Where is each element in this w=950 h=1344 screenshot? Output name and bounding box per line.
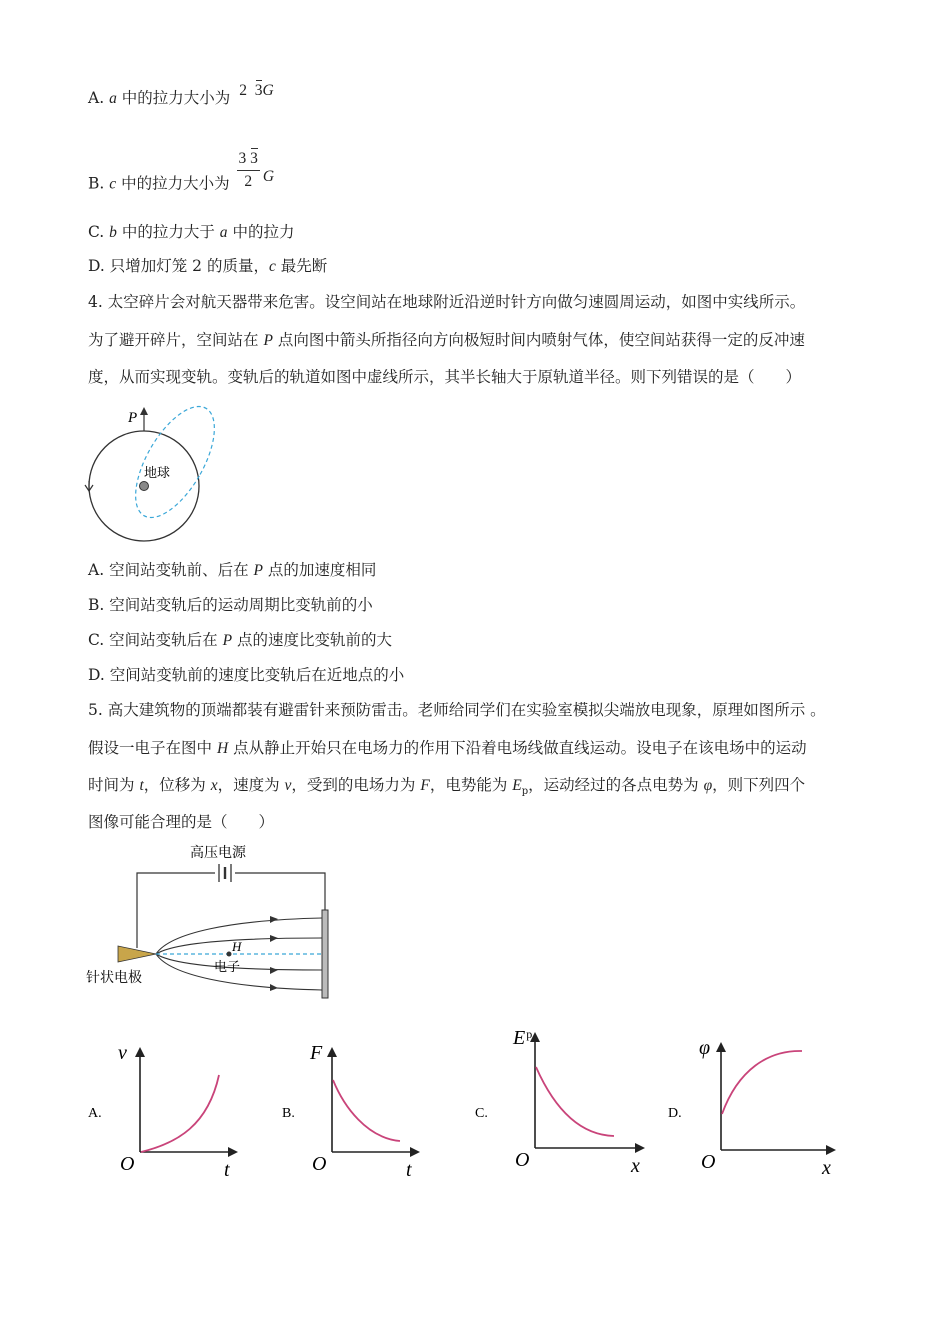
power-source-label: 高压电源 xyxy=(190,845,246,861)
q4-option-d[interactable]: D. 空间站变轨前的速度比变轨后在近地点的小 xyxy=(88,666,405,684)
q5-stem-line4: 图像可能合理的是（ ） xyxy=(88,813,275,831)
q5-stem-line3: 时间为 t，位移为 x，速度为 v，受到的电场力为 F，电势能为 $E_p$，运动经过的各点电势为 φ，则下列四个 xyxy=(88,776,806,798)
graph-curve xyxy=(536,1067,614,1136)
earth-label: 地球 xyxy=(144,466,171,481)
origin-label: O xyxy=(701,1151,716,1173)
x-axis-arrow xyxy=(826,1145,836,1155)
q5-stem-line1: 5. 高大建筑物的顶端都装有避雷针来预防雷击。老师给同学们在实验室模拟尖端放电现象，原理如图所示 。 xyxy=(88,701,826,719)
graph-option-label: B. xyxy=(282,1106,295,1121)
y-axis-label: $E^p$ xyxy=(513,1027,533,1049)
plate-electrode xyxy=(322,910,328,998)
q5-stem-line2: 假设一电子在图中 H 点从静止开始只在电场力的作用下沿着电场线做直线运动。设电子在该电场中的运动 xyxy=(88,739,807,757)
graph-option-label: D. xyxy=(668,1106,682,1121)
orbit-direction-arrow xyxy=(85,481,93,491)
needle-electrode xyxy=(118,946,156,962)
origin-label: O xyxy=(120,1153,135,1175)
q4-option-c[interactable]: C. 空间站变轨后在 P 点的速度比变轨前的大 xyxy=(88,631,393,649)
x-axis-arrow xyxy=(635,1143,645,1153)
orbit-figure xyxy=(80,395,230,545)
y-axis-arrow xyxy=(327,1047,337,1057)
origin-label: O xyxy=(312,1153,327,1175)
needle-electrode-label: 针状电极 xyxy=(86,970,142,986)
radial-arrowhead xyxy=(140,407,148,415)
x-axis-label: t xyxy=(224,1159,230,1181)
graph-curve xyxy=(722,1051,802,1114)
origin-label: O xyxy=(515,1149,530,1171)
point-h xyxy=(227,952,232,957)
var-c: c xyxy=(109,175,117,193)
q3-option-b[interactable]: B. c 中的拉力大小为 $\frac{3 3}{2}$ G xyxy=(88,150,275,193)
q4-option-b[interactable]: B. 空间站变轨后的运动周期比变轨前的小 xyxy=(88,596,373,614)
x-axis-label: x xyxy=(631,1155,640,1177)
x-axis-label: x xyxy=(822,1157,831,1179)
var-a: a xyxy=(109,90,117,107)
q4-option-a[interactable]: A. 空间站变轨前、后在 P 点的加速度相同 xyxy=(88,561,377,579)
graph-curve xyxy=(333,1080,400,1141)
graph-option-b[interactable] xyxy=(282,1035,472,1195)
q4-stem-line2: 为了避开碎片，空间站在 P 点向图中箭头所指径向方向极短时间内喷射气体，使空间站获得一定的反冲速 xyxy=(88,331,805,349)
x-axis-arrow xyxy=(228,1147,238,1157)
x-axis-label: t xyxy=(406,1159,412,1181)
graph-option-label: C. xyxy=(475,1106,488,1121)
q4-stem-line3: 度，从而实现变轨。变轨后的轨道如图中虚线所示，其半长轴大于原轨道半径。则下列错误的是（ ） xyxy=(88,368,802,386)
graph-curve xyxy=(141,1075,219,1152)
y-axis-arrow xyxy=(135,1047,145,1057)
x-axis-arrow xyxy=(410,1147,420,1157)
y-axis-label: φ xyxy=(699,1037,711,1059)
circuit-wire xyxy=(137,873,325,948)
point-h-label: H xyxy=(232,939,242,954)
formula-2-root3-g: 2 3G xyxy=(239,82,274,99)
graph-option-a[interactable] xyxy=(88,1035,278,1195)
graph-option-d[interactable] xyxy=(668,1030,858,1190)
y-axis-label: v xyxy=(118,1042,127,1064)
earth xyxy=(140,482,149,491)
graph-option-label: A. xyxy=(88,1106,102,1121)
q3-option-c[interactable]: C. b 中的拉力大于 a 中的拉力 xyxy=(88,223,295,241)
q3-option-d[interactable]: D. 只增加灯笼 2 的质量，c 最先断 xyxy=(88,257,328,275)
q3-option-a[interactable]: A. a 中的拉力大小为 2 3G xyxy=(88,82,274,107)
fraction-3root3-over-2: $\frac{3 3}{2}$ xyxy=(238,150,258,190)
q4-stem-line1: 4. 太空碎片会对航天器带来危害。设空间站在地球附近沿逆时针方向做匀速圆周运动，如图中实线所示。 xyxy=(88,293,806,311)
point-p-label: P xyxy=(128,410,138,426)
graph-option-c[interactable] xyxy=(475,1020,665,1180)
electron-label: 电子 xyxy=(214,960,241,975)
y-axis-label: F xyxy=(310,1042,323,1064)
y-axis-arrow xyxy=(716,1042,726,1052)
discharge-figure xyxy=(80,838,350,1008)
